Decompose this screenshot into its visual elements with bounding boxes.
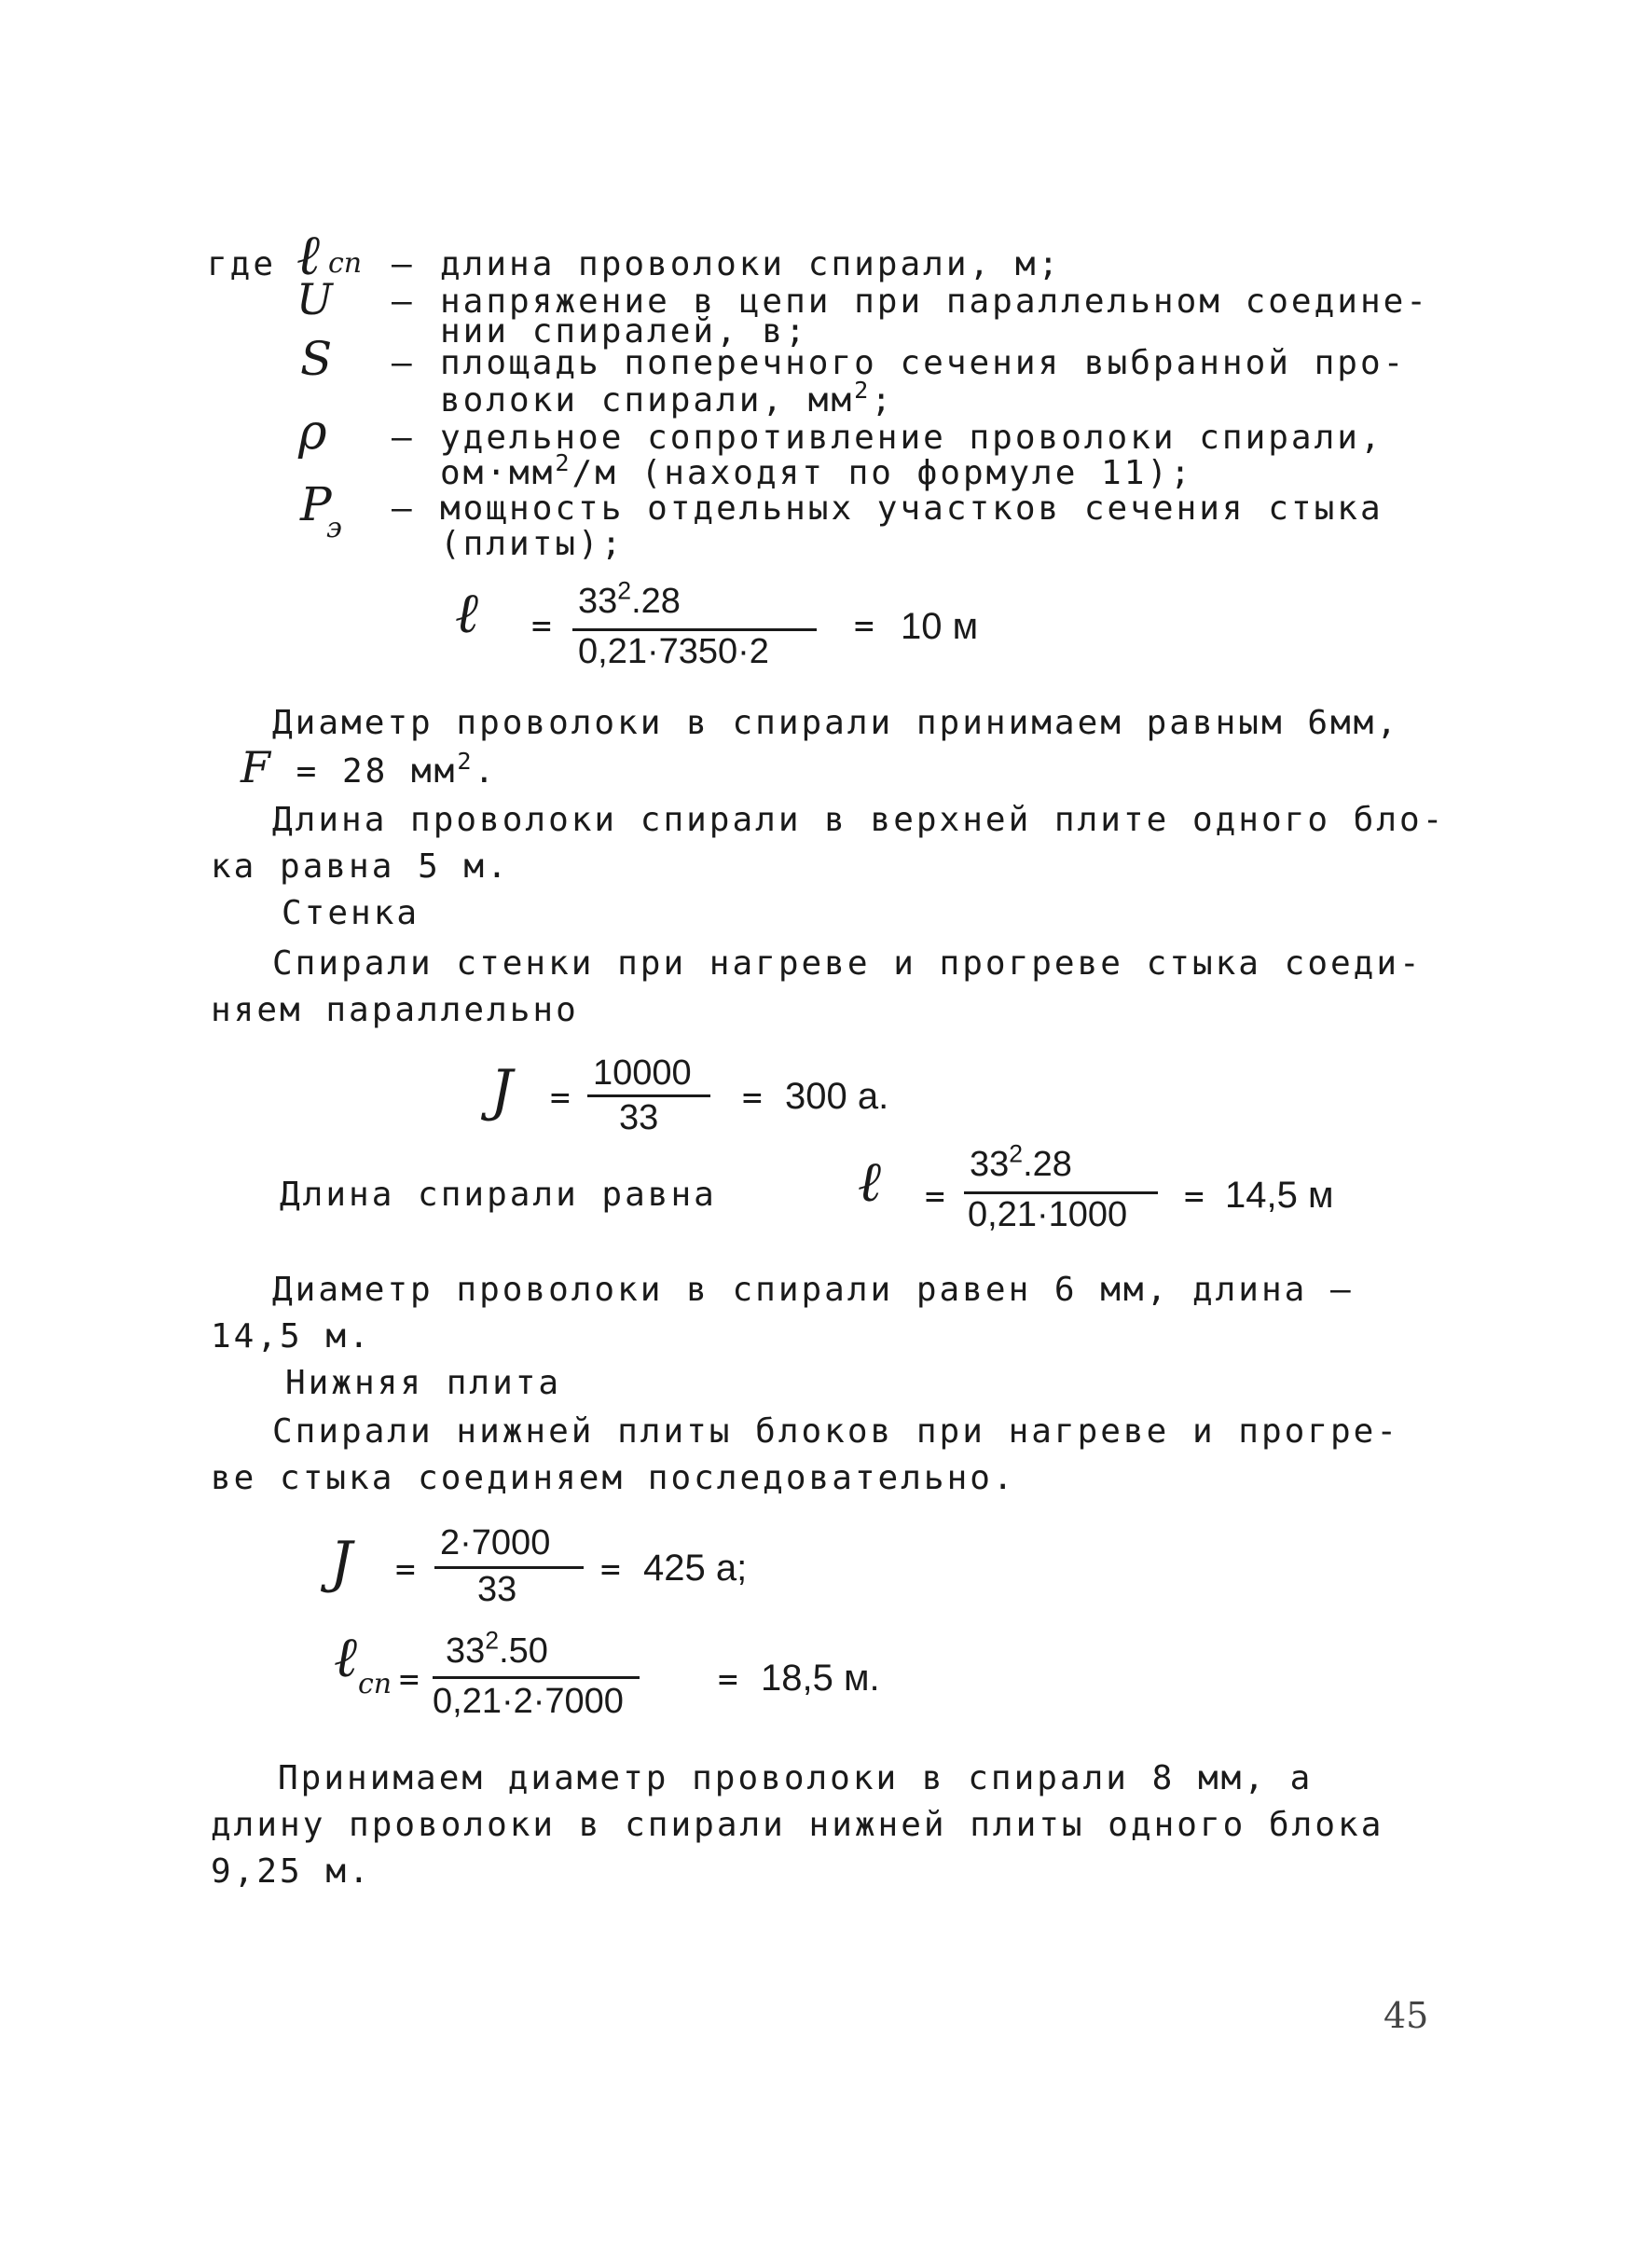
formula4-bar bbox=[434, 1566, 584, 1569]
legend-line-9: (плиты); bbox=[440, 525, 625, 563]
formula1-denominator: 0,21·7350·2 bbox=[578, 632, 769, 671]
legend-line-5: волоки спирали, $мм^2$; bbox=[440, 377, 894, 420]
formula1-bar bbox=[572, 628, 817, 631]
para6-line2: длину проволоки в спирали нижней плиты одного блока bbox=[211, 1806, 1384, 1844]
para5-line1: Спирали нижней плиты блоков при нагреве и прогре- bbox=[272, 1412, 1400, 1451]
legend-line-2: напряжение в цепи при параллельном соедине- bbox=[440, 282, 1429, 321]
dash-2: – bbox=[392, 282, 415, 321]
formula2-eq2: = bbox=[742, 1079, 763, 1117]
heading-bottom-plate: Нижняя плита bbox=[285, 1364, 562, 1402]
para6-line3: 9,25 м. bbox=[211, 1852, 372, 1891]
para4-line2: 14,5 м. bbox=[211, 1317, 372, 1356]
legend-line-1: длина проволоки спирали, м; bbox=[440, 245, 1062, 283]
legend-intro: где bbox=[207, 245, 277, 283]
para2-line1: Длина проволоки спирали в верхней плите одного бло- bbox=[272, 801, 1446, 839]
legend-line-7: $ом\cdot мм^2/м$ (находят по формуле 11); bbox=[440, 449, 1193, 492]
para6-line1: Принимаем диаметр проволоки в спирали 8 мм, а bbox=[278, 1759, 1314, 1797]
formula3-fraction bbox=[964, 1139, 1158, 1232]
formula3-result: 14,5 м bbox=[1225, 1175, 1334, 1216]
symbol-l: ℓ bbox=[296, 223, 320, 288]
formula2-fraction bbox=[587, 1048, 710, 1141]
dash-1: – bbox=[392, 245, 415, 283]
para4-line1: Диаметр проволоки в спирали равен 6 мм, длина – bbox=[272, 1271, 1354, 1309]
para5-line2: ве стыка соединяем последовательно. bbox=[211, 1459, 1016, 1497]
formula5-lhs-subscript: сп bbox=[358, 1668, 392, 1700]
formula2-numerator: 10000 bbox=[593, 1053, 692, 1093]
formula3-denominator: 0,21·1000 bbox=[968, 1195, 1128, 1234]
formula1-result: 10 м bbox=[901, 606, 979, 647]
symbol-l-subscript: сп bbox=[328, 247, 363, 280]
legend-line-8: мощность отдельных участков сечения стыка bbox=[440, 489, 1384, 528]
page-number: 45 bbox=[1384, 1995, 1429, 2036]
formula3-eq2: = bbox=[1184, 1177, 1205, 1216]
formula2-bar bbox=[587, 1094, 710, 1097]
formula5-result: 18,5 м. bbox=[761, 1658, 880, 1699]
formula2-result: 300 а. bbox=[785, 1076, 889, 1117]
formula4-fraction bbox=[434, 1521, 584, 1615]
formula5-eq: = bbox=[399, 1660, 420, 1699]
symbol-p: P bbox=[300, 477, 332, 531]
formula4-result: 425 а; bbox=[643, 1548, 748, 1589]
formula5-numerator: $33^2.50$ bbox=[446, 1626, 548, 1671]
formula4-eq2: = bbox=[600, 1550, 621, 1589]
formula1-fraction bbox=[572, 576, 817, 669]
para1-line1: Диаметр проволоки в спирали принимаем равным 6мм, bbox=[272, 704, 1400, 742]
para3-line2: няем параллельно bbox=[211, 991, 579, 1029]
symbol-s: S bbox=[300, 332, 333, 386]
formula3-numerator: $33^2.28$ bbox=[970, 1139, 1072, 1184]
dash-4: – bbox=[392, 419, 415, 457]
dash-5: – bbox=[392, 489, 415, 528]
para3-line1: Спирали стенки при нагреве и прогреве стыка соеди- bbox=[272, 944, 1423, 983]
formula4-lhs: J bbox=[330, 1530, 353, 1595]
symbol-u: U bbox=[296, 274, 333, 324]
legend-line-6: удельное сопротивление проволоки спирали, bbox=[440, 419, 1384, 457]
formula4-eq: = bbox=[395, 1550, 416, 1589]
symbol-rho: ρ bbox=[298, 405, 327, 461]
para2-line2: ка равна 5 м. bbox=[211, 847, 510, 886]
legend-line-4: площадь поперечного сечения выбранной про- bbox=[440, 344, 1407, 382]
formula5-eq2: = bbox=[718, 1660, 738, 1699]
formula2-eq: = bbox=[550, 1079, 571, 1117]
formula4-denominator: 33 bbox=[477, 1570, 517, 1609]
heading-wall: Стенка bbox=[282, 894, 420, 932]
symbol-p-subscript: э bbox=[326, 512, 342, 544]
formula4-numerator: 2·7000 bbox=[440, 1523, 551, 1562]
formula1-lhs: ℓ bbox=[455, 581, 478, 646]
formula3-bar bbox=[964, 1191, 1158, 1194]
formula5-lhs: ℓ bbox=[334, 1625, 357, 1690]
formula1-eq2: = bbox=[854, 607, 874, 645]
para1-line2: F = 28 $мм^2$. bbox=[241, 742, 498, 792]
dash-3: – bbox=[392, 344, 415, 382]
formula2-lhs: J bbox=[490, 1058, 514, 1123]
formula3-label: Длина спирали равна bbox=[280, 1176, 717, 1214]
formula3-eq: = bbox=[925, 1177, 945, 1216]
formula2-denominator: 33 bbox=[619, 1098, 659, 1137]
formula5-denominator: 0,21·2·7000 bbox=[433, 1682, 624, 1721]
formula5-bar bbox=[433, 1676, 640, 1679]
formula3-lhs: ℓ bbox=[858, 1149, 881, 1215]
legend-line-3: нии спиралей, в; bbox=[440, 312, 808, 351]
formula1-numerator: $33^2.28$ bbox=[578, 576, 681, 621]
formula5-fraction bbox=[433, 1628, 640, 1721]
formula1-eq: = bbox=[531, 607, 552, 645]
